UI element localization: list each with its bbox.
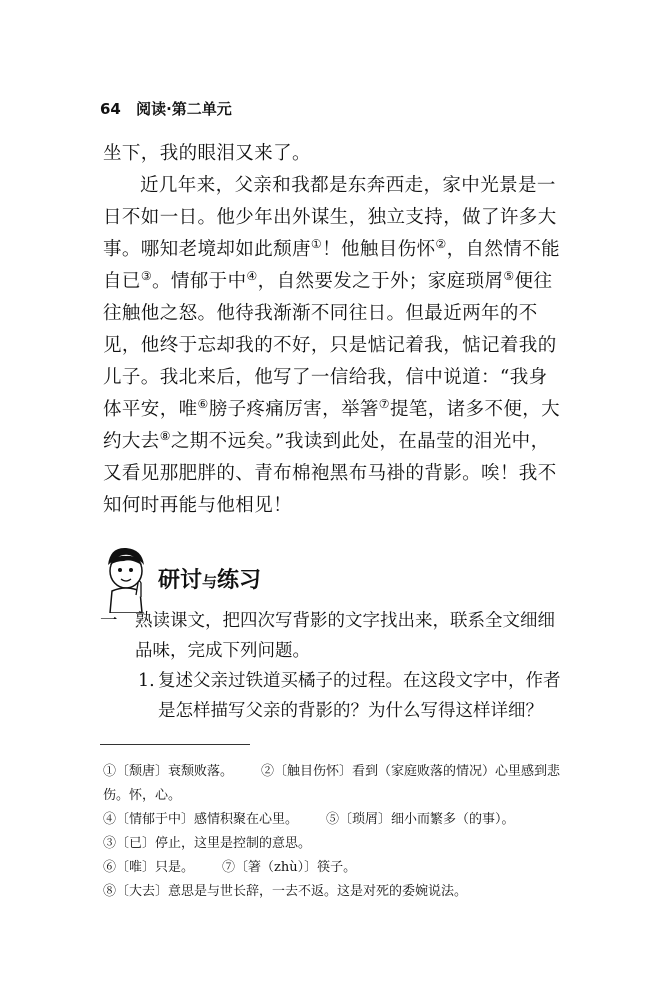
section-title bbox=[158, 563, 261, 594]
page-header bbox=[100, 98, 232, 119]
footnote-line bbox=[103, 856, 563, 880]
footnote-divider bbox=[100, 744, 250, 745]
title-part: 与 bbox=[202, 572, 218, 591]
text-run: 之期不远矣。”我读到此处，在晶莹的泪光中，又看见那肥胖的、青布棉袍黑布马褂的背影。唉！我不知何时再能与他相见！ bbox=[103, 431, 557, 516]
text-run: ，自然情不能自已 bbox=[103, 239, 561, 292]
text-run: ，自然要发之于外；家庭琐屑 bbox=[257, 271, 504, 292]
text-run: 膀子疼痛厉害，举箸 bbox=[208, 399, 379, 420]
subitem-text: 复述父亲过铁道买橘子的过程。在这段文字中，作者是怎样描写父亲的背影的？为什么写得这样详细？ bbox=[158, 671, 561, 721]
section-heading bbox=[100, 543, 261, 613]
body-text bbox=[103, 138, 563, 522]
title-part: 研讨 bbox=[158, 567, 203, 593]
subitem-number: 1. bbox=[138, 671, 155, 691]
page-number: 64 bbox=[100, 100, 121, 118]
footnote-mark: ② bbox=[435, 236, 447, 251]
paragraph-1: 坐下，我的眼泪又来了。 bbox=[103, 143, 311, 164]
footnote-line bbox=[103, 808, 563, 832]
text-run: 近几年来，父亲和我都是东奔西走，家中光景是一日不如一日。他少年出外谋生，独立支持，做了许多大事。哪知老境却如此颓唐 bbox=[103, 175, 557, 260]
footnote: ⑧〔大去〕意思是与世长辞，一去不返。这是对死的委婉说法。 bbox=[103, 884, 468, 899]
footnote-mark: ③ bbox=[140, 268, 152, 283]
footnote: ②〔触目伤怀〕看到（家庭败落的情况）心里感到悲伤。怀，心。 bbox=[103, 764, 561, 803]
unit-title: 阅读·第二单元 bbox=[136, 100, 232, 118]
exercise-item bbox=[100, 606, 570, 666]
exercise-list bbox=[100, 606, 570, 726]
footnote-mark: ⑧ bbox=[159, 428, 171, 443]
footnote-line bbox=[103, 832, 563, 856]
student-illustration-icon bbox=[100, 543, 150, 613]
footnote-line bbox=[103, 760, 563, 808]
exercise-number: 一 bbox=[100, 611, 118, 631]
text-run: 。情郁于中 bbox=[151, 271, 247, 292]
footnote: ⑦〔箸（zhù）〕筷子。 bbox=[222, 860, 357, 875]
footnotes bbox=[103, 760, 563, 904]
text-run: 提笔，诸多不便，大约大去 bbox=[103, 399, 561, 452]
text-run: 便往往触他之怒。他待我渐渐不同往日。但最近两年的不见，他终于忘却我的不好，只是惦记着我，惦记着我的儿子。我北来后，他写了一信给我，信中说道：“我身体平安，唯 bbox=[103, 271, 557, 420]
exercise-subitem bbox=[138, 666, 570, 726]
title-part: 练习 bbox=[217, 567, 262, 593]
footnote-mark: ① bbox=[310, 236, 323, 251]
footnote-mark: ⑥ bbox=[197, 396, 209, 411]
footnote: ④〔情郁于中〕感情积聚在心里。 bbox=[103, 812, 299, 827]
footnote: ①〔颓唐〕衰颓败落。 bbox=[103, 764, 234, 779]
footnote: ③〔已〕停止，这里是控制的意思。 bbox=[103, 836, 312, 851]
footnote: ⑤〔琐屑〕细小而繁多（的事）。 bbox=[326, 812, 515, 827]
footnote: ⑥〔唯〕只是。 bbox=[103, 860, 195, 875]
paragraph-2 bbox=[103, 170, 563, 522]
footnote-line bbox=[103, 880, 563, 904]
exercise-text: 熟读课文，把四次写背影的文字找出来，联系全文细细品味，完成下列问题。 bbox=[135, 611, 555, 661]
footnote-mark: ④ bbox=[246, 268, 258, 283]
text-run: ！他触目伤怀 bbox=[322, 239, 436, 260]
footnote-mark: ⑦ bbox=[378, 396, 390, 411]
footnote-mark: ⑤ bbox=[503, 268, 515, 283]
